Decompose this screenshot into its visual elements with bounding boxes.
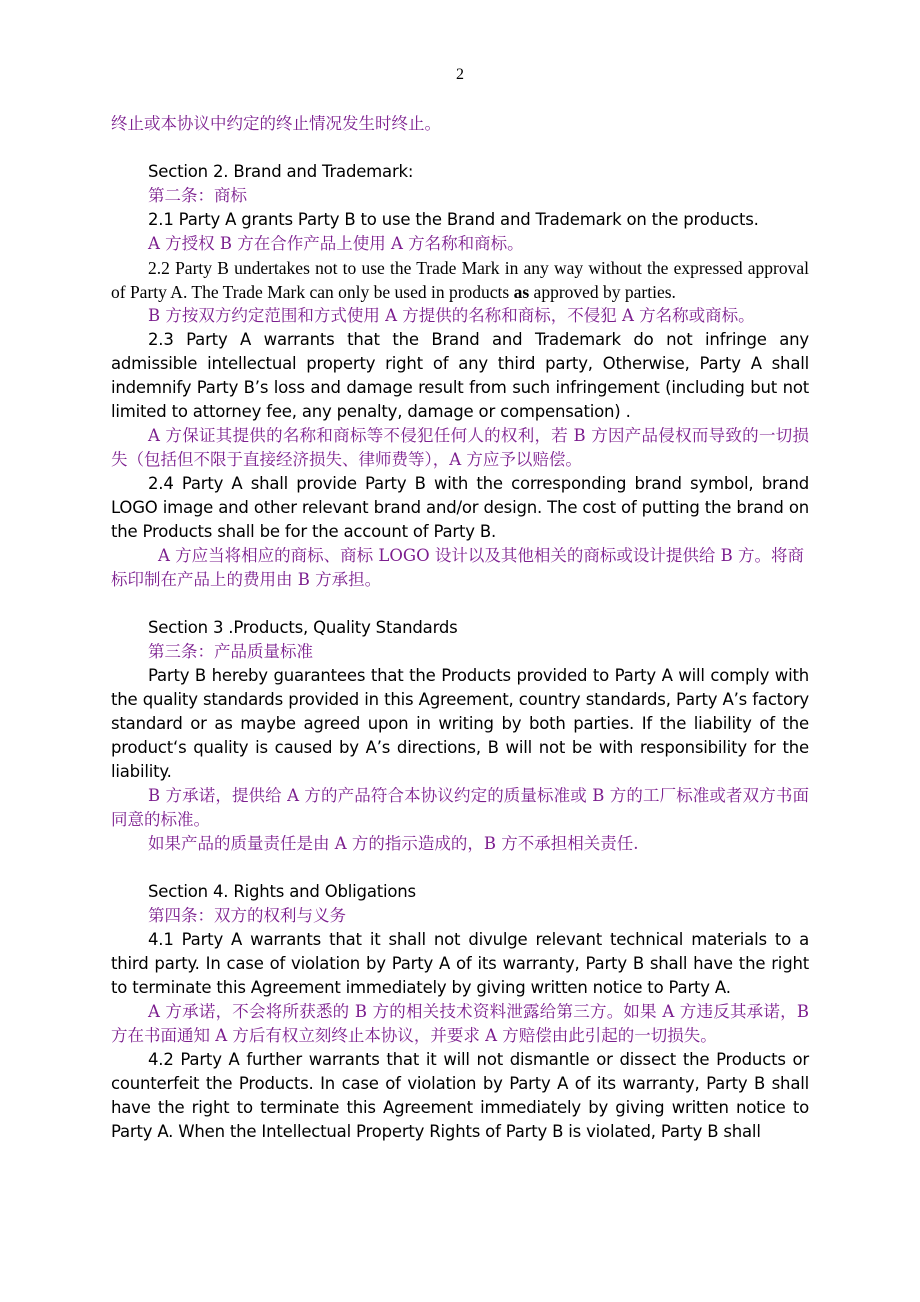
section-2-heading-zh: 第二条：商标 <box>148 186 247 205</box>
clause-2-3-zh: A 方保证其提供的名称和商标等不侵犯任何人的权利，若 B 方因产品侵权而导致的一切损失（包括但不限于直接经济损失、律师费等），A 方应予以赔偿。 <box>111 426 809 469</box>
clause-2-2 <box>111 256 809 304</box>
page-number: 2 <box>456 66 464 83</box>
clause-4-2: 4.2 Party A further warrants that it will not dismantle or dissect the Products or counterfeit the Products. In case of violation by Party A of its warranty, Party B shall have the right to terminate this Agreement immediately by giving written notice to Party A. When the Intellectual Property Rights of Party B is violated, Party B shall <box>111 1050 809 1141</box>
clause-2-4-zh: A 方应当将相应的商标、商标 LOGO 设计以及其他相关的商标或设计提供给 B 方。将商标印制在产品上的费用由 B 方承担。 <box>111 546 804 589</box>
clause-2-1-zh: A 方授权 B 方在合作产品上使用 A 方名称和商标。 <box>148 234 524 253</box>
clause-2-1: 2.1 Party A grants Party B to use the Brand and Trademark on the products. <box>148 210 759 229</box>
section-3-body-zh: B 方承诺，提供给 A 方的产品符合本协议约定的质量标准或 B 方的工厂标准或者双方书面同意的标准。 <box>111 786 809 829</box>
clause-2-2-zh: B 方按双方约定范围和方式使用 A 方提供的名称和商标，不侵犯 A 方名称或商标。 <box>148 306 755 325</box>
section-3-heading: Section 3 .Products, Quality Standards <box>148 618 458 637</box>
paragraph-continuation-zh: 终止或本协议中约定的终止情况发生时终止。 <box>111 114 441 133</box>
section-3-body-zh-2: 如果产品的质量责任是由 A 方的指示造成的，B 方不承担相关责任. <box>148 834 639 853</box>
paragraph-gap <box>111 136 809 160</box>
clause-4-1: 4.1 Party A warrants that it shall not divulge relevant technical materials to a third party. In case of violation by Party A of its warranty, Party B shall have the right to terminate this Agreement immediately by giving written notice to Party A. <box>111 930 809 997</box>
clause-2-4: 2.4 Party A shall provide Party B with the corresponding brand symbol, brand LOGO image and other relevant brand and/or design. The cost of putting the brand on the Products shall be for the account of Party B. <box>111 474 809 541</box>
section-4-heading-zh: 第四条：双方的权利与义务 <box>148 906 346 925</box>
clause-2-3: 2.3 Party A warrants that the Brand and Trademark do not infringe any admissible intellectual property right of any third party, Otherwise, Party A shall indemnify Party B’s loss and damage result from such infringement (including but not limited to attorney fee, any penalty, damage or compensation) . <box>111 330 809 421</box>
clause-4-1-zh: A 方承诺，不会将所获悉的 B 方的相关技术资料泄露给第三方。如果 A 方违反其承诺，B 方在书面通知 A 方后有权立刻终止本协议，并要求 A 方赔偿由此引起的一切损失。 <box>111 1002 809 1045</box>
paragraph-gap <box>111 856 809 880</box>
clause-2-2-text-b: approved by parties. <box>529 282 676 302</box>
section-3-body: Party B hereby guarantees that the Products provided to Party A will comply with the quality standards provided in this Agreement, country standards, Party A’s factory standard or as maybe agreed upon in writing by both parties. If the liability of the product‘s quality is caused by A’s directions, B will not be with responsibility for the liability. <box>111 666 809 781</box>
clause-2-2-text-a: 2.2 Party B undertakes not to use the Trade Mark in any way without the expressed approval of Party A. The Trade Mark can only be used in products <box>111 258 809 302</box>
paragraph-gap <box>111 592 809 616</box>
section-4-heading: Section 4. Rights and Obligations <box>148 882 416 901</box>
section-2-heading: Section 2. Brand and Trademark: <box>148 162 414 181</box>
clause-2-2-bold: as <box>513 282 530 302</box>
section-3-heading-zh: 第三条：产品质量标准 <box>148 642 313 661</box>
document-body <box>111 112 809 1144</box>
